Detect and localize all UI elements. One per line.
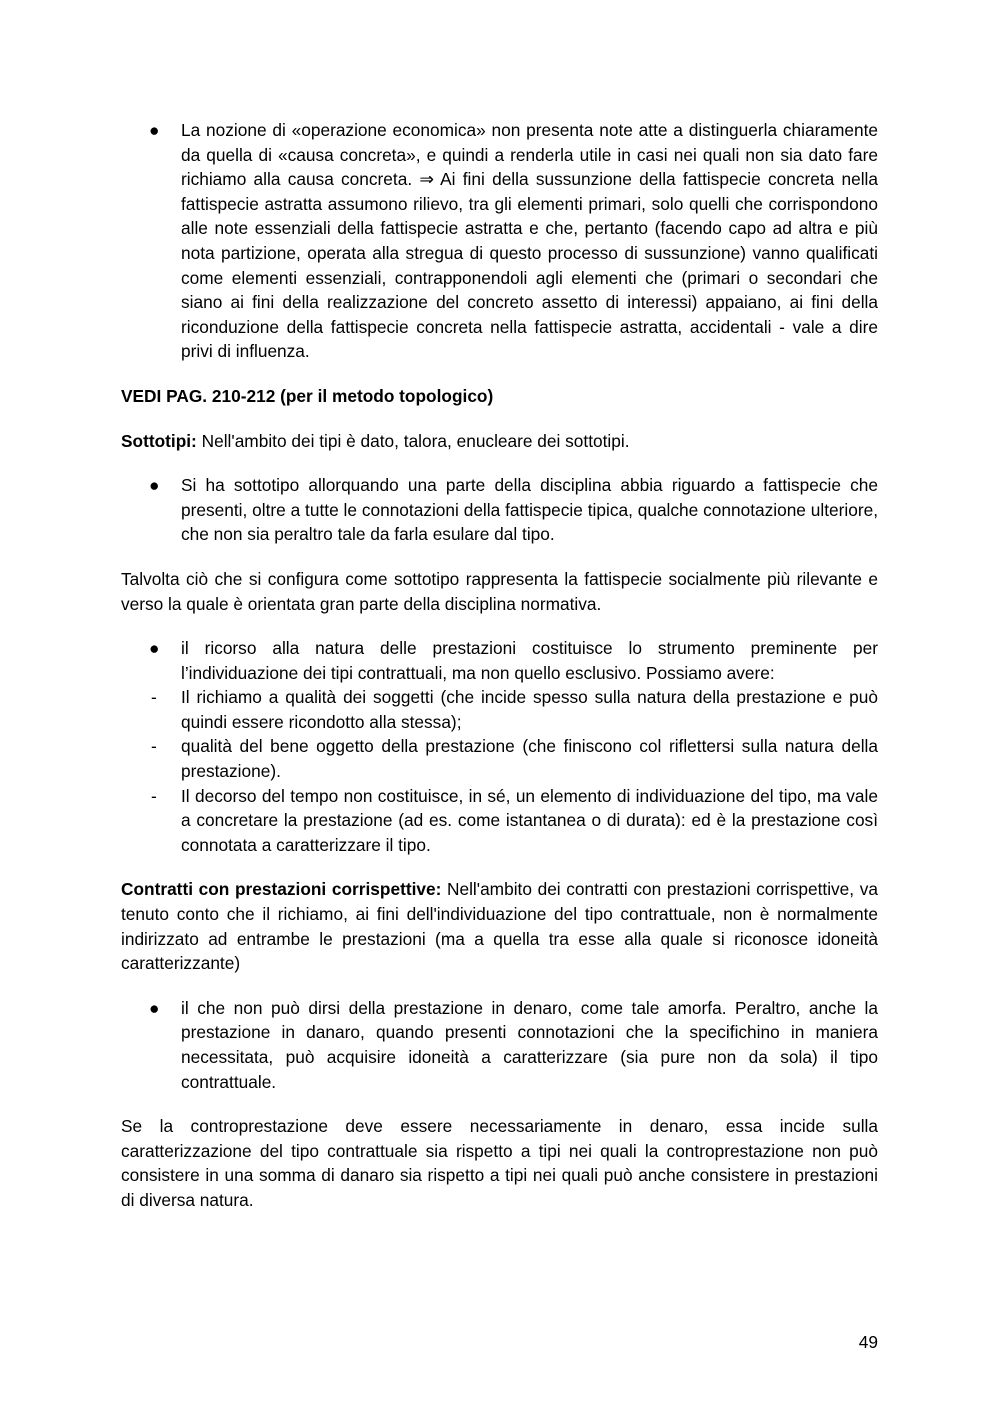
- paragraph-controprestazione: Se la controprestazione deve essere necessariamente in denaro, essa incide sulla caratterizzazione del tipo contrattuale sia rispetto a tipi nei quali la controprestazione non può consistere in una somma di danaro sia rispetto a tipi nei quali può anche consistere in prestazioni di diversa natura.: [121, 1116, 878, 1210]
- bullet-marker: ●: [149, 475, 160, 496]
- paragraph-sottotipi: [121, 429, 878, 454]
- paragraph-text: Nell'ambito dei contratti con prestazioni corrispettive, va tenuto conto che il richiamo, ai fini dell'individuazione del tipo contrattuale, non è normalmente indirizzato ad entrambe le prestazioni (ma a quella tra esse alla quale si riconosce idoneità caratterizzante): [121, 879, 878, 974]
- page-content: [121, 118, 878, 1213]
- page-number: 49: [858, 1332, 878, 1352]
- bullet-marker: ●: [149, 120, 160, 140]
- bullet-text: il che non può dirsi della prestazione in denaro, come tale amorfa. Peraltro, anche la prestazione in danaro, quando presenti connotazioni che la specifichino in maniera necessitata, può acquisire idoneità a caratterizzare (sia pure non da sola) il tipo contrattuale.: [181, 997, 878, 1092]
- bullet-text: La nozione di «operazione economica» non presenta note atte a distinguerla chiaramente da quella di «causa concreta», e quindi a renderla utile in casi nei quali non sia dato fare richiamo alla causa concreta. ⇒ Ai fini della sussunzione della fattispecie concreta nella fattispecie astratta assumono rilievo, tra gli elementi primari, solo quelli che corrispondono alle note essenziali della fattispecie astratta e che, pertanto (facendo capo ad altra e più nota partizione, operata alla stregua di questo processo di sussunzione) vanno qualificati come elementi essenziali, contrapponendoli agli elementi che (primari o secondari che siano ai fini della realizzazione del concreto assetto di interessi) appaiano, ai fini della riconduzione della fattispecie concreta nella fattispecie astratta, accidentali - vale a dire privi di influenza.: [181, 120, 878, 362]
- dash-marker: -: [151, 785, 157, 806]
- list-item-ricorso: [121, 636, 878, 685]
- dash-item-qualita-bene: [121, 734, 878, 783]
- list-item-sottotipo: [121, 473, 878, 547]
- dash-text: qualità del bene oggetto della prestazione (che finiscono col riflettersi sulla natura della prestazione).: [181, 736, 878, 782]
- dash-marker: -: [151, 687, 157, 708]
- paragraph-text: Nell'ambito dei tipi è dato, talora, enucleare dei sottotipi.: [196, 430, 630, 451]
- list-item-operazione-economica: [121, 118, 878, 364]
- dash-text: Il decorso del tempo non costituisce, in sé, un elemento di individuazione del tipo, ma vale a concretare la prestazione (ad es. come istantanea o di durata): ed è la prestazione così connotata a caratterizzare il tipo.: [181, 785, 878, 855]
- list-item-prestazione-denaro: [121, 996, 878, 1094]
- bullet-marker: ●: [149, 638, 160, 659]
- term-label: Contratti con prestazioni corrispettive:: [121, 879, 442, 900]
- section-heading-vedi-pag: VEDI PAG. 210-212 (per il metodo topologico): [121, 385, 494, 406]
- dash-item-decorso-tempo: [121, 784, 878, 858]
- bullet-text: il ricorso alla natura delle prestazioni costituisce lo strumento preminente per l’individuazione dei tipi contrattuali, ma non quello esclusivo. Possiamo avere:: [181, 638, 878, 683]
- term-label: Sottotipi:: [121, 430, 197, 451]
- dash-text: Il richiamo a qualità dei soggetti (che incide spesso sulla natura della prestazione e può quindi essere ricondotto alla stessa);: [181, 687, 878, 732]
- paragraph-talvolta: Talvolta ciò che si configura come sottotipo rappresenta la fattispecie socialmente più rilevante e verso la quale è orientata gran parte della disciplina normativa.: [121, 568, 878, 614]
- dash-marker: -: [151, 736, 157, 757]
- bullet-marker: ●: [149, 997, 160, 1018]
- paragraph-contratti: [121, 877, 878, 975]
- dash-item-qualita-soggetti: [121, 685, 878, 734]
- bullet-text: Si ha sottotipo allorquando una parte della disciplina abbia riguardo a fattispecie che presenti, oltre a tutte le connotazioni della fattispecie tipica, qualche connotazione ulteriore, che non sia peraltro tale da farla esulare dal tipo.: [181, 475, 878, 545]
